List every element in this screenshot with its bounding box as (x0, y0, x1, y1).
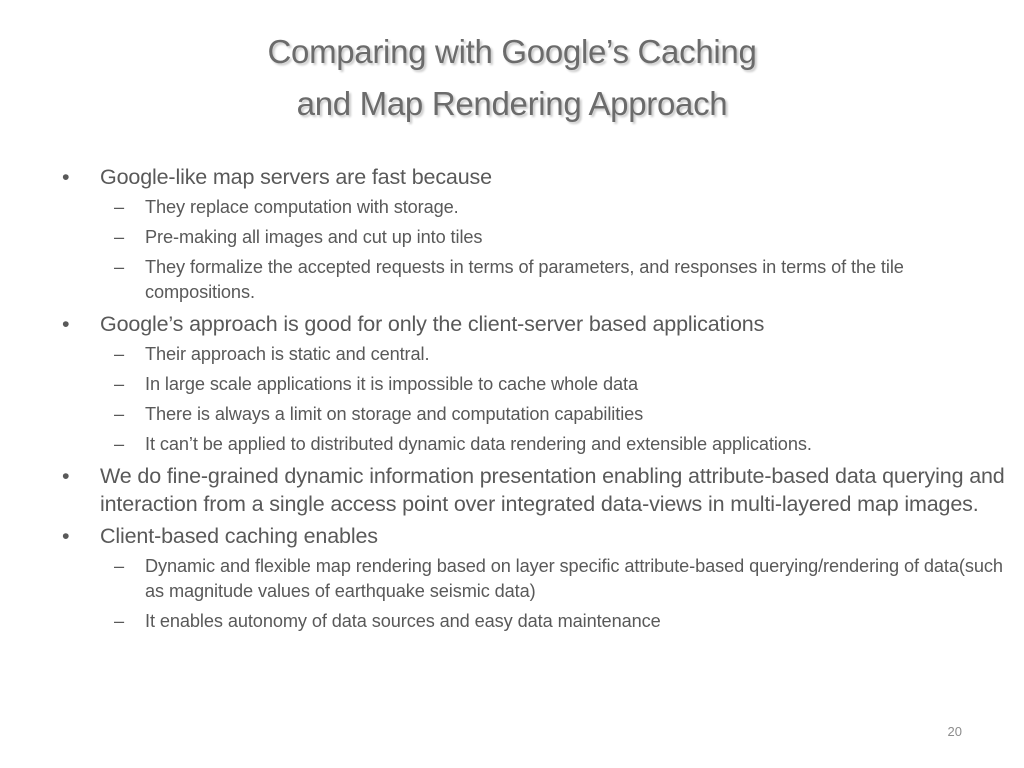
dash-icon: – (114, 257, 125, 277)
sub-point (62, 342, 1012, 367)
sub-point (62, 554, 1012, 604)
sub-point (62, 195, 1012, 220)
slide-body (62, 163, 1012, 639)
sub-point-text: Pre-making all images and cut up into tiles (145, 227, 483, 247)
dash-icon: – (114, 434, 125, 454)
bullet-point (62, 310, 1012, 338)
dash-icon: – (114, 611, 125, 631)
bullet-text: Client-based caching enables (100, 524, 378, 548)
bullet-text: We do fine-grained dynamic information presentation enabling attribute-based data querying and interaction from a single access point over integrated data-views in multi-layered map images. (100, 464, 1005, 516)
bullet-point (62, 522, 1012, 550)
dash-icon: – (114, 344, 125, 364)
bullet-point (62, 163, 1012, 191)
sub-point-text: They formalize the accepted requests in terms of parameters, and responses in terms of the tile compositions. (145, 257, 904, 302)
sub-point-text: In large scale applications it is impossible to cache whole data (145, 374, 639, 394)
sub-point-text: They replace computation with storage. (145, 197, 459, 217)
slide-title (0, 26, 1024, 130)
dash-icon: – (114, 197, 125, 217)
bullet-icon: • (62, 312, 70, 336)
bullet-point (62, 462, 1012, 518)
page-number: 20 (947, 724, 962, 739)
bullet-text: Google’s approach is good for only the client-server based applications (100, 312, 765, 336)
title-line-2: and Map Rendering Approach (296, 85, 728, 122)
bullet-icon: • (62, 464, 70, 488)
bullet-icon: • (62, 524, 70, 548)
sub-point (62, 255, 1012, 305)
sub-point (62, 432, 1012, 457)
dash-icon: – (114, 374, 125, 394)
dash-icon: – (114, 556, 125, 576)
sub-point-text: There is always a limit on storage and computation capabilities (145, 404, 644, 424)
dash-icon: – (114, 227, 125, 247)
sub-point-text: It can’t be applied to distributed dynamic data rendering and extensible applications. (145, 434, 812, 454)
bullet-icon: • (62, 165, 70, 189)
sub-point (62, 372, 1012, 397)
sub-point-text: Dynamic and flexible map rendering based on layer specific attribute-based querying/rendering of data(such as magnitude values of earthquake seismic data) (145, 556, 1003, 601)
sub-point-text: It enables autonomy of data sources and easy data maintenance (145, 611, 661, 631)
title-line-1: Comparing with Google’s Caching (267, 33, 757, 70)
dash-icon: – (114, 404, 125, 424)
bullet-text: Google-like map servers are fast because (100, 165, 492, 189)
sub-point (62, 402, 1012, 427)
sub-point-text: Their approach is static and central. (145, 344, 430, 364)
sub-point (62, 609, 1012, 634)
sub-point (62, 225, 1012, 250)
